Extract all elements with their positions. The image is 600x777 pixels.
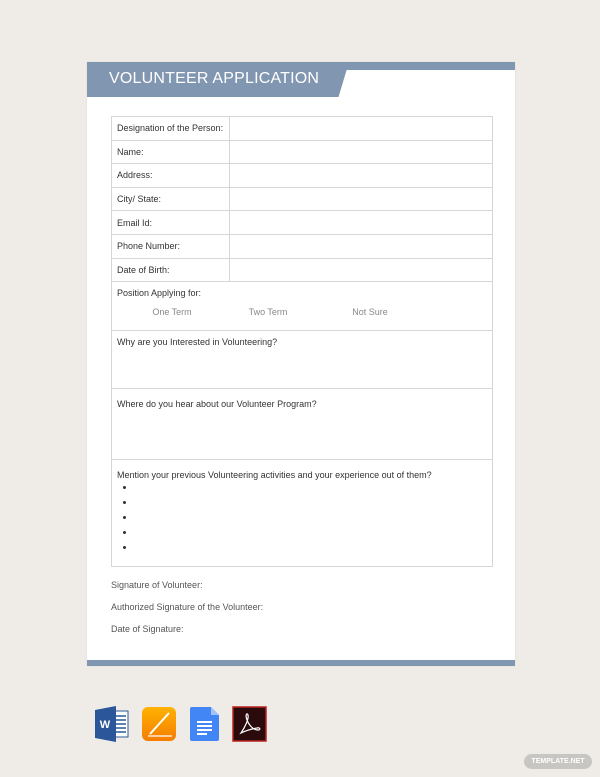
list-item[interactable] — [135, 482, 487, 497]
field-label: Date of Birth: — [112, 259, 230, 282]
mention-question: Mention your previous Volunteering activities and your experience out of them? — [117, 470, 432, 481]
pdf-icon[interactable] — [232, 706, 267, 742]
field-label: Name: — [112, 141, 230, 164]
list-item[interactable] — [135, 497, 487, 512]
phone-field[interactable] — [230, 235, 492, 258]
svg-text:W: W — [99, 719, 111, 731]
field-label: City/ State: — [112, 188, 230, 211]
where-block[interactable] — [112, 389, 492, 460]
list-item[interactable] — [135, 527, 487, 542]
field-label: Designation of the Person: — [112, 117, 230, 140]
pages-icon[interactable] — [142, 706, 177, 742]
option-one-term[interactable]: One Term — [152, 307, 192, 318]
google-docs-icon[interactable] — [190, 706, 225, 742]
form-row-address — [112, 164, 492, 188]
position-label: Position Applying for: — [117, 288, 202, 299]
where-question: Where do you hear about our Volunteer Program? — [117, 399, 317, 410]
form-row-dob — [112, 259, 492, 283]
bullet-list — [135, 482, 487, 557]
list-item[interactable] — [135, 512, 487, 527]
field-label: Address: — [112, 164, 230, 187]
email-field[interactable] — [230, 211, 492, 234]
option-two-term[interactable]: Two Term — [248, 307, 288, 318]
footer-bar — [87, 660, 515, 666]
page-title: VOLUNTEER APPLICATION — [109, 70, 320, 87]
form-row-city — [112, 188, 492, 212]
list-item[interactable] — [135, 542, 487, 557]
signature-date-label: Date of Signature: — [111, 624, 184, 634]
application-form-table — [111, 116, 493, 567]
mention-block[interactable] — [112, 460, 492, 566]
address-field[interactable] — [230, 164, 492, 187]
form-row-designation — [112, 117, 492, 141]
field-label: Email Id: — [112, 211, 230, 234]
field-label: Phone Number: — [112, 235, 230, 258]
word-icon[interactable] — [95, 706, 130, 742]
why-block[interactable] — [112, 331, 492, 389]
option-not-sure[interactable]: Not Sure — [352, 307, 388, 318]
authorized-signature-label: Authorized Signature of the Volunteer: — [111, 602, 264, 612]
form-row-email — [112, 211, 492, 235]
designation-field[interactable] — [230, 117, 492, 140]
signature-volunteer-label: Signature of Volunteer: — [111, 580, 203, 590]
watermark-badge: TEMPLATE.NET — [524, 754, 592, 769]
position-block — [112, 282, 492, 331]
form-row-phone — [112, 235, 492, 259]
city-state-field[interactable] — [230, 188, 492, 211]
document-page — [87, 62, 515, 666]
form-row-name — [112, 141, 492, 165]
name-field[interactable] — [230, 141, 492, 164]
why-question: Why are you Interested in Volunteering? — [117, 337, 278, 348]
dob-field[interactable] — [230, 259, 492, 282]
